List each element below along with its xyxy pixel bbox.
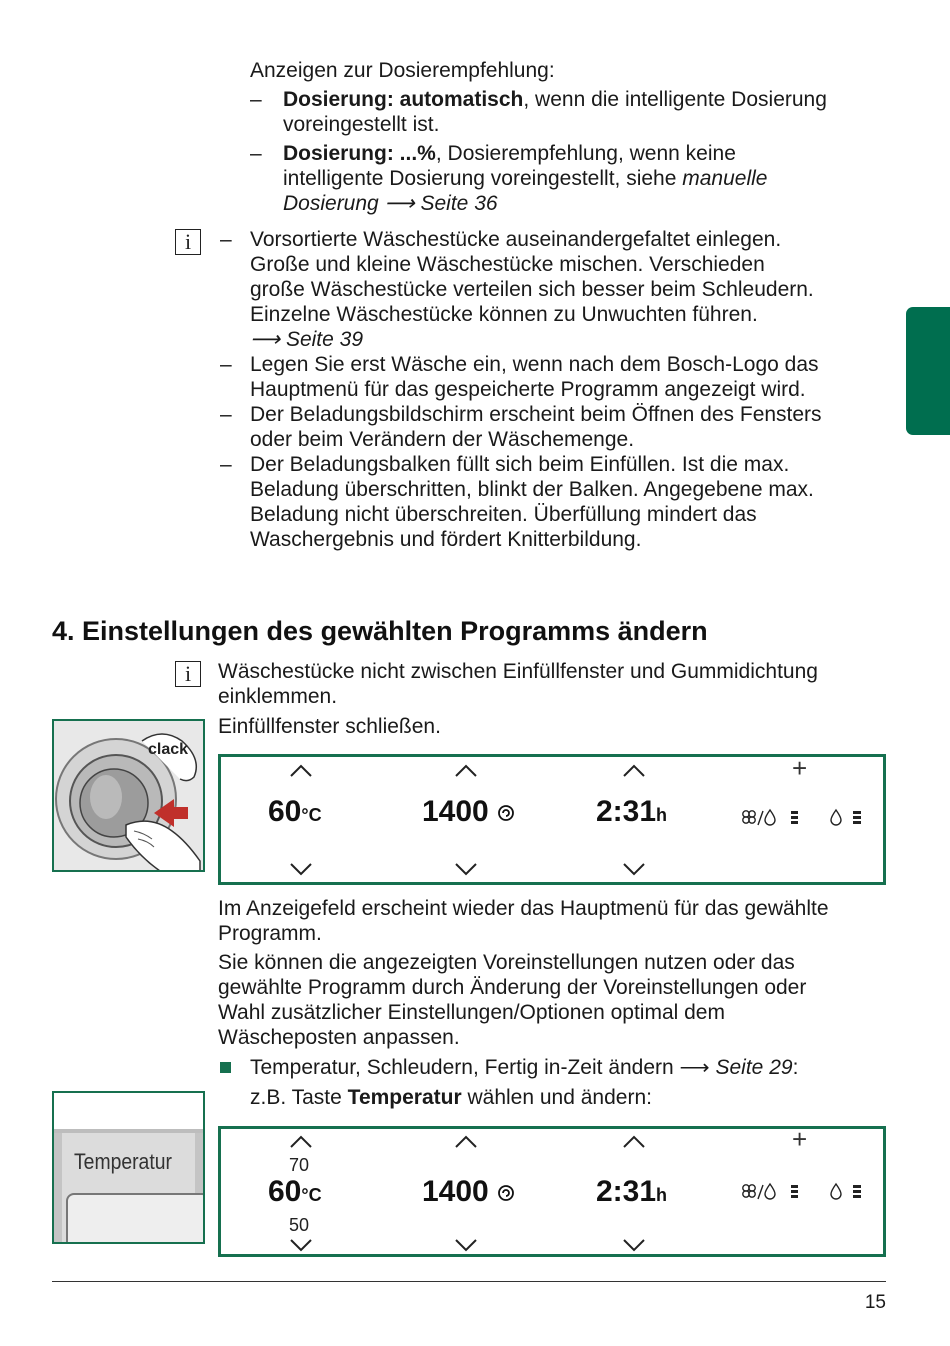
note-line: Beladung nicht überschreiten. Überfüllung mindert das [250, 503, 757, 526]
info-line: einklemmen. [218, 685, 338, 708]
spin-speed-number: 1400 [422, 795, 489, 828]
dosing-item-automatic [250, 87, 890, 137]
bullet-colon: : [792, 1056, 799, 1079]
chevron-down-icon[interactable] [623, 1239, 645, 1253]
spin-speed-value[interactable] [422, 1175, 515, 1209]
section-heading: 4. Einstellungen des gewählten Programms ändern [52, 616, 708, 646]
spin-speed-number: 1400 [422, 1175, 489, 1208]
note-line: Einzelne Wäschestücke können zu Unwuchten führen. [250, 303, 758, 326]
dosing-softener-icon[interactable] [829, 1181, 869, 1203]
spin-speed-value[interactable] [422, 795, 515, 829]
finish-time-number: 2:31 [596, 1175, 657, 1208]
dosing-item-percent [250, 141, 890, 216]
display-panel-main-menu [218, 754, 886, 885]
instruction-line: Einfüllfenster schließen. [218, 715, 441, 738]
finish-time-value[interactable] [596, 795, 667, 832]
main-menu-text [218, 896, 898, 946]
temperature-button-label[interactable]: Temperatur [74, 1149, 172, 1174]
dosing-detergent-icon[interactable] [739, 807, 799, 829]
display-panel-temperature-edit [218, 1126, 886, 1257]
note-line: Der Beladungsbalken füllt sich beim Einfüllen. Ist die max. [250, 453, 790, 476]
finish-time-value[interactable] [596, 1175, 667, 1212]
dash-marker: – [220, 403, 232, 426]
body-line: Im Anzeigefeld erscheint wieder das Hauptmenü für das gewählte [218, 897, 829, 920]
chapter-tab-marker [906, 307, 950, 435]
chevron-up-icon[interactable] [623, 763, 645, 777]
chevron-up-icon[interactable] [455, 1134, 477, 1148]
body-line: Sie können die angezeigten Voreinstellungen nutzen oder das [218, 951, 795, 974]
temperature-upper-option[interactable]: 70 [289, 1155, 310, 1175]
chevron-up-icon[interactable] [455, 763, 477, 777]
dash-marker: – [250, 88, 262, 111]
spin-icon [497, 804, 515, 822]
note-line: Legen Sie erst Wäsche ein, wenn nach dem Bosch-Logo das [250, 353, 819, 376]
finish-time-number: 2:31 [596, 795, 657, 828]
example-text: z.B. Taste [250, 1086, 348, 1109]
dosing-percent-text: , Dosierempfehlung, wenn keine [435, 142, 736, 165]
bullet-square [220, 1062, 231, 1073]
example-text-rest: wählen und ändern: [461, 1086, 652, 1109]
touch-key-outline [66, 1193, 205, 1244]
temperature-button-illustration [52, 1091, 205, 1244]
body-line: Wäscheposten anpassen. [218, 1026, 460, 1049]
dash-marker: – [220, 453, 232, 476]
footer-rule [52, 1281, 886, 1282]
finish-time-unit: h [656, 1185, 668, 1205]
info-text-gasket [218, 659, 898, 709]
chevron-up-icon[interactable] [290, 1134, 312, 1148]
page-number: 15 [864, 1292, 886, 1313]
note-line: Waschergebnis und fördert Knitterbildung. [250, 528, 642, 551]
info-line: Wäschestücke nicht zwischen Einfüllfenster und Gummidichtung [218, 660, 818, 683]
note-line: große Wäschestücke verteilen sich besser beim Schleudern. [250, 278, 814, 301]
note-line: Beladung überschritten, blinkt der Balken. Angegebene max. [250, 478, 814, 501]
note-line: Der Beladungsbildschirm erscheint beim Öffnen des Fensters [250, 403, 822, 426]
page-29-reference[interactable]: Seite 29 [715, 1056, 793, 1079]
dosing-automatic-term: Dosierung: automatisch [283, 88, 524, 111]
note-line: Vorsortierte Wäschestücke auseinandergefaltet einlegen. [250, 228, 782, 251]
info-icon: i [175, 661, 201, 687]
door-closing-illustration [52, 719, 205, 872]
presets-text [218, 950, 898, 1050]
dash-marker: – [250, 142, 262, 165]
spin-icon [497, 1184, 515, 1202]
chevron-down-icon[interactable] [290, 863, 312, 877]
dosing-block [250, 58, 890, 83]
finish-time-unit: h [656, 805, 668, 825]
temperature-example [250, 1085, 890, 1110]
temperature-unit: °C [301, 1185, 322, 1205]
body-line: Programm. [218, 922, 322, 945]
loading-note-4 [220, 452, 890, 552]
page-39-reference[interactable]: ⟶ Seite 39 [250, 328, 363, 351]
chevron-up-icon[interactable] [290, 763, 312, 777]
chevron-down-icon[interactable] [290, 1239, 312, 1253]
chevron-down-icon[interactable] [623, 863, 645, 877]
dash-marker: – [220, 353, 232, 376]
dosing-percent-term: Dosierung: ...% [283, 142, 436, 165]
dosing-intro: Anzeigen zur Dosierempfehlung: [250, 59, 555, 82]
dosing-detergent-icon[interactable] [739, 1181, 799, 1203]
dosing-softener-icon[interactable] [829, 807, 869, 829]
body-line: Wahl zusätzlicher Einstellungen/Optionen optimal dem [218, 1001, 725, 1024]
temperature-unit: °C [301, 805, 322, 825]
temperature-number: 60 [268, 1175, 302, 1208]
clack-label: clack [148, 741, 189, 758]
plus-icon[interactable]: + [792, 753, 808, 783]
chevron-down-icon[interactable] [455, 863, 477, 877]
note-line: Hauptmenü für das gespeicherte Programm angezeigt wird. [250, 378, 806, 401]
temperature-key-name: Temperatur [347, 1086, 462, 1109]
bullet-text: Temperatur, Schleudern, Fertig in-Zeit ändern ⟶ [250, 1056, 716, 1079]
close-window-instruction [218, 714, 898, 739]
temperature-value[interactable] [268, 795, 322, 832]
loading-note-2 [220, 352, 890, 402]
note-line: oder beim Verändern der Wäschemenge. [250, 428, 635, 451]
temperature-value[interactable] [268, 1175, 322, 1212]
dosing-automatic-text-2: voreingestellt ist. [283, 113, 440, 136]
temperature-lower-option[interactable]: 50 [289, 1215, 310, 1235]
loading-note-3 [220, 402, 890, 452]
dosing-percent-text-2: intelligente Dosierung voreingestellt, siehe [283, 167, 683, 190]
info-icon: i [175, 229, 201, 255]
temperature-number: 60 [268, 795, 302, 828]
chevron-up-icon[interactable] [623, 1134, 645, 1148]
body-line: gewählte Programm durch Änderung der Voreinstellungen oder [218, 976, 807, 999]
page-36-reference[interactable]: Dosierung ⟶ Seite 36 [283, 192, 498, 215]
chevron-down-icon[interactable] [455, 1239, 477, 1253]
note-line: Große und kleine Wäschestücke mischen. Verschieden [250, 253, 765, 276]
loading-note-1 [220, 227, 890, 352]
manual-dosing-link[interactable]: manuelle [682, 167, 768, 190]
change-settings-bullet [250, 1055, 890, 1080]
plus-icon[interactable]: + [792, 1124, 808, 1154]
panel-top-area [54, 1093, 203, 1129]
dash-marker: – [220, 228, 232, 251]
panel-left-edge [54, 1133, 62, 1242]
dosing-automatic-text: , wenn die intelligente Dosierung [523, 88, 827, 111]
